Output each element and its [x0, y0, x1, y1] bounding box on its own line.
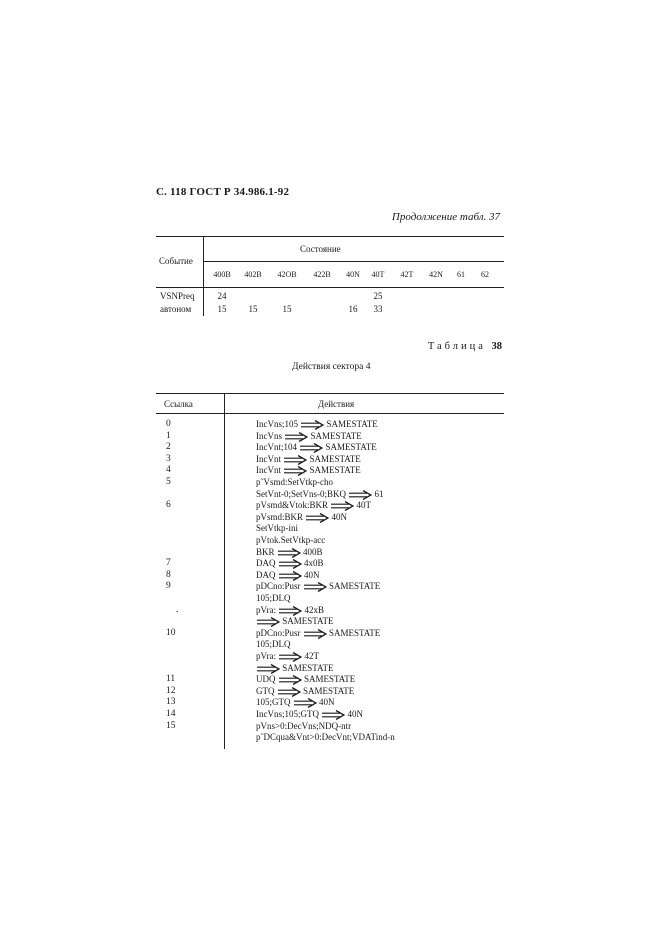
double-arrow-icon [300, 420, 324, 430]
action-text: pVtok.SetVtkp-acc [256, 535, 326, 545]
table-37-state-header: Состояние [300, 244, 341, 254]
table-38-action [256, 663, 334, 674]
table-38-ref: 3 [166, 453, 171, 464]
table-38-ref: 11 [166, 674, 176, 685]
table-38-action [256, 732, 395, 742]
action-text: pDCno:Pusr [256, 581, 301, 592]
action-target: SAMESTATE [326, 419, 378, 429]
action-text: pVsmd&Vtok:BKR [256, 500, 329, 511]
page-header: С. 118 ГОСТ Р 34.986.1-92 [156, 186, 290, 198]
table-38-ref: 15 [166, 720, 176, 731]
table-37-header-rule [156, 287, 504, 288]
table-38-ref: 13 [166, 697, 176, 708]
action-text: p˜DCqua&Vnt>0:DecVnt;VDATind-n [256, 732, 395, 743]
table-38-ref: 0 [166, 419, 171, 429]
action-target: SAMESTATE [310, 430, 362, 441]
action-text: IncVns;105 [256, 419, 298, 429]
action-target: SAMESTATE [329, 581, 381, 592]
action-text: IncVnt [256, 453, 281, 464]
table-38-ref: 14 [166, 709, 176, 719]
table-37-cell: 16 [348, 304, 358, 314]
table-38-action [256, 674, 355, 685]
table-37-cell: 15 [248, 304, 258, 314]
table-38-ref: 7 [166, 558, 171, 569]
table-38-ref: 4 [166, 465, 171, 476]
table-38-action [256, 523, 298, 533]
action-target: SAMESTATE [303, 685, 355, 696]
table-38-ref: 5 [166, 477, 171, 487]
double-arrow-icon [256, 664, 280, 674]
table-38-ref: 12 [166, 685, 176, 696]
double-arrow-icon [278, 675, 302, 685]
table-37-column-header: 42OB [277, 270, 297, 279]
action-text: 105;GTQ [256, 697, 291, 708]
action-target: 42T [304, 651, 319, 661]
action-text: IncVns;105;GTQ [256, 709, 319, 719]
double-arrow-icon [277, 687, 301, 697]
action-target: 61 [374, 488, 384, 499]
action-text: pVns>0:DecVns;NDQ-ntr [256, 720, 352, 731]
table-38-action [256, 512, 347, 523]
action-target: SAMESTATE [282, 662, 334, 673]
action-text: DAQ [256, 569, 276, 580]
action-target: SAMESTATE [309, 465, 361, 476]
table-37-row-label: автоном [160, 304, 192, 314]
double-arrow-icon [283, 455, 307, 465]
double-arrow-icon [278, 571, 302, 581]
table-38-action [256, 721, 351, 731]
action-text: 105;DLQ [256, 639, 291, 650]
table-38-action [256, 419, 378, 430]
table-38-action [256, 686, 354, 697]
table-38-action [256, 593, 291, 603]
double-arrow-icon [321, 710, 345, 720]
action-target: SAMESTATE [329, 627, 381, 638]
table-37-cell: 15 [217, 304, 227, 314]
table-37-divider [203, 236, 204, 316]
table-38-action [256, 697, 335, 708]
table-37-subheader-rule [203, 261, 504, 262]
table-38-action [256, 616, 334, 627]
table-38-action [256, 639, 291, 649]
double-arrow-icon [278, 559, 302, 569]
table-37-column-header: 40N [346, 270, 360, 279]
action-text: pDCno:Pusr [256, 627, 301, 638]
action-text: SetVnt-0;SetVns-0;BKQ [256, 488, 346, 499]
action-target: 40N [304, 569, 320, 580]
action-text: pVra: [256, 604, 276, 615]
table-38-caption-word: Таблица [427, 341, 486, 352]
table-37-cell: 33 [373, 304, 383, 314]
double-arrow-icon [278, 652, 302, 662]
table-38-action [256, 605, 324, 616]
table-37-column-header: 402B [244, 270, 262, 279]
table-38-caption-number: 38 [491, 341, 502, 352]
action-target: 40N [319, 697, 335, 708]
table-37-column-header: 400B [213, 270, 231, 279]
continuation-note: Продолжение табл. 37 [391, 211, 500, 223]
action-text: IncVnt;104 [256, 442, 297, 453]
action-text: p˜Vsmd:SetVtkp-cho [256, 477, 333, 487]
table-38-header-rule [156, 413, 504, 414]
table-38-ref-header: Ссылка [164, 399, 193, 409]
table-38-action [256, 535, 325, 545]
table-38-ref: 8 [166, 569, 171, 580]
table-38-action-header: Действия [318, 399, 355, 409]
action-target: 40N [347, 709, 363, 719]
action-target: 40N [331, 511, 348, 522]
action-text: GTQ [256, 685, 275, 696]
action-text: BKR [256, 546, 275, 557]
action-target: 4x0B [304, 558, 324, 569]
action-target: 42xB [304, 604, 324, 615]
table-38-action [256, 628, 380, 639]
table-37-cell: 24 [217, 291, 227, 301]
table-38-action [256, 581, 380, 592]
table-37-event-header: Событие [159, 256, 193, 266]
action-target: SAMESTATE [304, 674, 356, 685]
table-37-cell: 15 [282, 304, 292, 314]
table-38-ref: 10 [166, 627, 176, 638]
action-text: SetVtkp-ini [256, 523, 298, 534]
table-38-action [256, 442, 377, 453]
table-37-row-label: VSNPreq [160, 291, 195, 301]
table-38-action [256, 558, 324, 569]
double-arrow-icon [284, 432, 308, 442]
double-arrow-icon [299, 443, 323, 453]
table-38-action [256, 651, 319, 662]
double-arrow-icon [256, 617, 280, 627]
table-38-action [256, 465, 361, 476]
action-target: SAMESTATE [309, 453, 361, 464]
table-38-action [256, 454, 361, 465]
table-38-top-rule [156, 393, 504, 394]
table-37-cell: 25 [373, 291, 383, 301]
table-37-column-header: 40T [371, 270, 385, 279]
action-text: IncVns [256, 430, 282, 441]
table-38-action [256, 547, 323, 558]
action-text: IncVnt [256, 465, 281, 476]
action-text: pVsmd:BKR [256, 511, 304, 522]
table-38-action [256, 431, 362, 442]
table-37-column-header: 42T [400, 270, 414, 279]
table-38-action [256, 500, 371, 511]
action-text: pVra: [256, 651, 276, 661]
table-38-action [256, 570, 320, 581]
table-38-ref: . [176, 604, 179, 615]
table-38-ref: 6 [166, 500, 171, 511]
action-target: SAMESTATE [325, 442, 377, 453]
double-arrow-icon [293, 698, 317, 708]
double-arrow-icon [283, 466, 307, 476]
double-arrow-icon [278, 606, 302, 616]
table-37-column-header: 61 [457, 270, 465, 279]
table-37-column-header: 422B [313, 270, 331, 279]
double-arrow-icon [305, 513, 329, 523]
table-37-column-header: 42N [429, 270, 443, 279]
table-37-top-rule [156, 236, 504, 237]
table-38-ref: 1 [166, 430, 171, 441]
table-38-action [256, 489, 384, 500]
action-target: 400B [303, 546, 323, 557]
table-38-action [256, 477, 333, 487]
action-target: 40T [356, 500, 372, 511]
action-text: 105;DLQ [256, 593, 291, 603]
double-arrow-icon [277, 548, 301, 558]
table-38-caption [428, 341, 502, 352]
table-38-title: Действия сектора 4 [292, 362, 371, 372]
table-38-ref: 2 [166, 442, 171, 453]
table-38-divider [224, 393, 225, 749]
double-arrow-icon [303, 629, 327, 639]
table-37-column-header: 62 [481, 270, 489, 279]
table-38-action [256, 709, 363, 720]
action-target: SAMESTATE [282, 616, 334, 627]
double-arrow-icon [330, 501, 354, 511]
double-arrow-icon [303, 582, 327, 592]
double-arrow-icon [348, 490, 372, 500]
table-38-ref: 9 [166, 581, 171, 592]
action-text: UDQ [256, 674, 276, 685]
action-text: DAQ [256, 558, 276, 569]
